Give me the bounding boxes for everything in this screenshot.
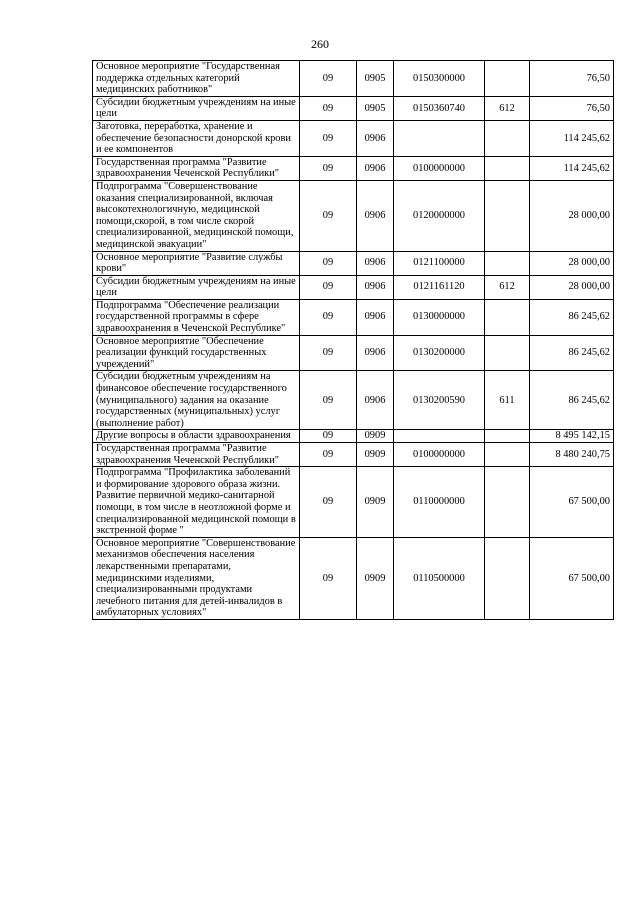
row-subsection-cell: 0909	[357, 537, 394, 619]
row-expense-type-cell	[485, 443, 530, 467]
row-subsection-cell: 0909	[357, 467, 394, 538]
row-section-cell: 09	[300, 251, 357, 275]
row-section-cell: 09	[300, 299, 357, 335]
row-expense-type-cell	[485, 251, 530, 275]
row-section-cell: 09	[300, 371, 357, 430]
row-section-cell: 09	[300, 443, 357, 467]
row-target-article-cell: 0120000000	[394, 180, 485, 251]
row-target-article-cell	[394, 430, 485, 443]
row-name-cell: Подпрограмма "Профилактика заболеваний и формирование здорового образа жизни. Развитие первичной медико-санитарной помощи, в том числе в неотложной форме и специализированной медицинской помощи в экстренной форме "	[93, 467, 300, 538]
row-subsection-cell: 0906	[357, 156, 394, 180]
table-row	[93, 251, 614, 275]
row-expense-type-cell	[485, 299, 530, 335]
row-name-cell: Подпрограмма "Совершенствование оказания специализированной, включая высокотехнологичную, медицинской помощи,скорой, в том числе скорой специализированной, медицинской помощи, медицинской эвакуации"	[93, 180, 300, 251]
table-row	[93, 467, 614, 538]
row-expense-type-cell: 612	[485, 275, 530, 299]
row-section-cell: 09	[300, 96, 357, 120]
table-row	[93, 443, 614, 467]
table-row	[93, 275, 614, 299]
row-amount-cell: 8 495 142,15	[530, 430, 614, 443]
row-section-cell: 09	[300, 537, 357, 619]
row-target-article-cell: 0130000000	[394, 299, 485, 335]
row-subsection-cell: 0906	[357, 335, 394, 371]
row-expense-type-cell: 612	[485, 96, 530, 120]
row-amount-cell: 76,50	[530, 61, 614, 97]
row-subsection-cell: 0905	[357, 96, 394, 120]
row-section-cell: 09	[300, 120, 357, 156]
row-amount-cell: 28 000,00	[530, 251, 614, 275]
page-number: 260	[311, 37, 329, 51]
row-amount-cell: 86 245,62	[530, 371, 614, 430]
row-section-cell: 09	[300, 156, 357, 180]
row-expense-type-cell	[485, 430, 530, 443]
row-target-article-cell: 0150360740	[394, 96, 485, 120]
row-expense-type-cell	[485, 180, 530, 251]
row-target-article-cell: 0150300000	[394, 61, 485, 97]
row-expense-type-cell	[485, 120, 530, 156]
row-subsection-cell: 0906	[357, 251, 394, 275]
row-subsection-cell: 0906	[357, 180, 394, 251]
table-row	[93, 96, 614, 120]
row-expense-type-cell	[485, 335, 530, 371]
row-amount-cell: 86 245,62	[530, 299, 614, 335]
row-section-cell: 09	[300, 335, 357, 371]
row-amount-cell: 28 000,00	[530, 275, 614, 299]
row-name-cell: Основное мероприятие "Государственная поддержка отдельных категорий медицинских работников"	[93, 61, 300, 97]
row-name-cell: Подпрограмма "Обеспечение реализации государственной программы в сфере здравоохранения в Чеченской Республике"	[93, 299, 300, 335]
row-amount-cell: 76,50	[530, 96, 614, 120]
row-target-article-cell: 0121161120	[394, 275, 485, 299]
row-target-article-cell: 0121100000	[394, 251, 485, 275]
table-row	[93, 180, 614, 251]
row-target-article-cell: 0130200590	[394, 371, 485, 430]
row-amount-cell: 86 245,62	[530, 335, 614, 371]
row-name-cell: Другие вопросы в области здравоохранения	[93, 430, 300, 443]
row-name-cell: Государственная программа "Развитие здравоохранения Чеченской Республики"	[93, 443, 300, 467]
row-target-article-cell: 0110500000	[394, 537, 485, 619]
row-subsection-cell: 0906	[357, 299, 394, 335]
table-row	[93, 335, 614, 371]
row-subsection-cell: 0906	[357, 371, 394, 430]
table-row	[93, 299, 614, 335]
row-section-cell: 09	[300, 430, 357, 443]
row-name-cell: Основное мероприятие "Развитие службы крови"	[93, 251, 300, 275]
row-name-cell: Субсидии бюджетным учреждениям на финансовое обеспечение государственного (муниципального) задания на оказание государственных (муниципальных) услуг (выполнение работ)	[93, 371, 300, 430]
table-row	[93, 61, 614, 97]
row-amount-cell: 8 480 240,75	[530, 443, 614, 467]
row-subsection-cell: 0906	[357, 275, 394, 299]
budget-table	[92, 60, 614, 620]
row-target-article-cell	[394, 120, 485, 156]
row-section-cell: 09	[300, 275, 357, 299]
row-amount-cell: 114 245,62	[530, 120, 614, 156]
row-name-cell: Субсидии бюджетным учреждениям на иные цели	[93, 96, 300, 120]
table-row	[93, 120, 614, 156]
row-expense-type-cell	[485, 537, 530, 619]
row-expense-type-cell	[485, 467, 530, 538]
row-amount-cell: 28 000,00	[530, 180, 614, 251]
row-section-cell: 09	[300, 180, 357, 251]
row-subsection-cell: 0906	[357, 120, 394, 156]
row-subsection-cell: 0905	[357, 61, 394, 97]
table-row	[93, 430, 614, 443]
row-section-cell: 09	[300, 467, 357, 538]
row-name-cell: Основное мероприятие "Совершенствование механизмов обеспечения населения лекарственными препаратами, медицинскими изделиями, специализированными продуктами лечебного питания для детей-инвалидов в амбулаторных условиях"	[93, 537, 300, 619]
row-subsection-cell: 0909	[357, 443, 394, 467]
row-target-article-cell: 0110000000	[394, 467, 485, 538]
row-target-article-cell: 0100000000	[394, 443, 485, 467]
table-row	[93, 156, 614, 180]
row-target-article-cell: 0100000000	[394, 156, 485, 180]
row-name-cell: Субсидии бюджетным учреждениям на иные цели	[93, 275, 300, 299]
row-amount-cell: 67 500,00	[530, 467, 614, 538]
row-subsection-cell: 0909	[357, 430, 394, 443]
table-row	[93, 371, 614, 430]
row-section-cell: 09	[300, 61, 357, 97]
row-name-cell: Государственная программа "Развитие здравоохранения Чеченской Республики"	[93, 156, 300, 180]
row-expense-type-cell	[485, 61, 530, 97]
budget-table-body	[93, 61, 614, 620]
row-target-article-cell: 0130200000	[394, 335, 485, 371]
row-name-cell: Основное мероприятие "Обеспечение реализации функций государственных учреждений"	[93, 335, 300, 371]
row-name-cell: Заготовка, переработка, хранение и обеспечение безопасности донорской крови и ее компонентов	[93, 120, 300, 156]
table-row	[93, 537, 614, 619]
row-amount-cell: 67 500,00	[530, 537, 614, 619]
row-expense-type-cell: 611	[485, 371, 530, 430]
row-amount-cell: 114 245,62	[530, 156, 614, 180]
row-expense-type-cell	[485, 156, 530, 180]
